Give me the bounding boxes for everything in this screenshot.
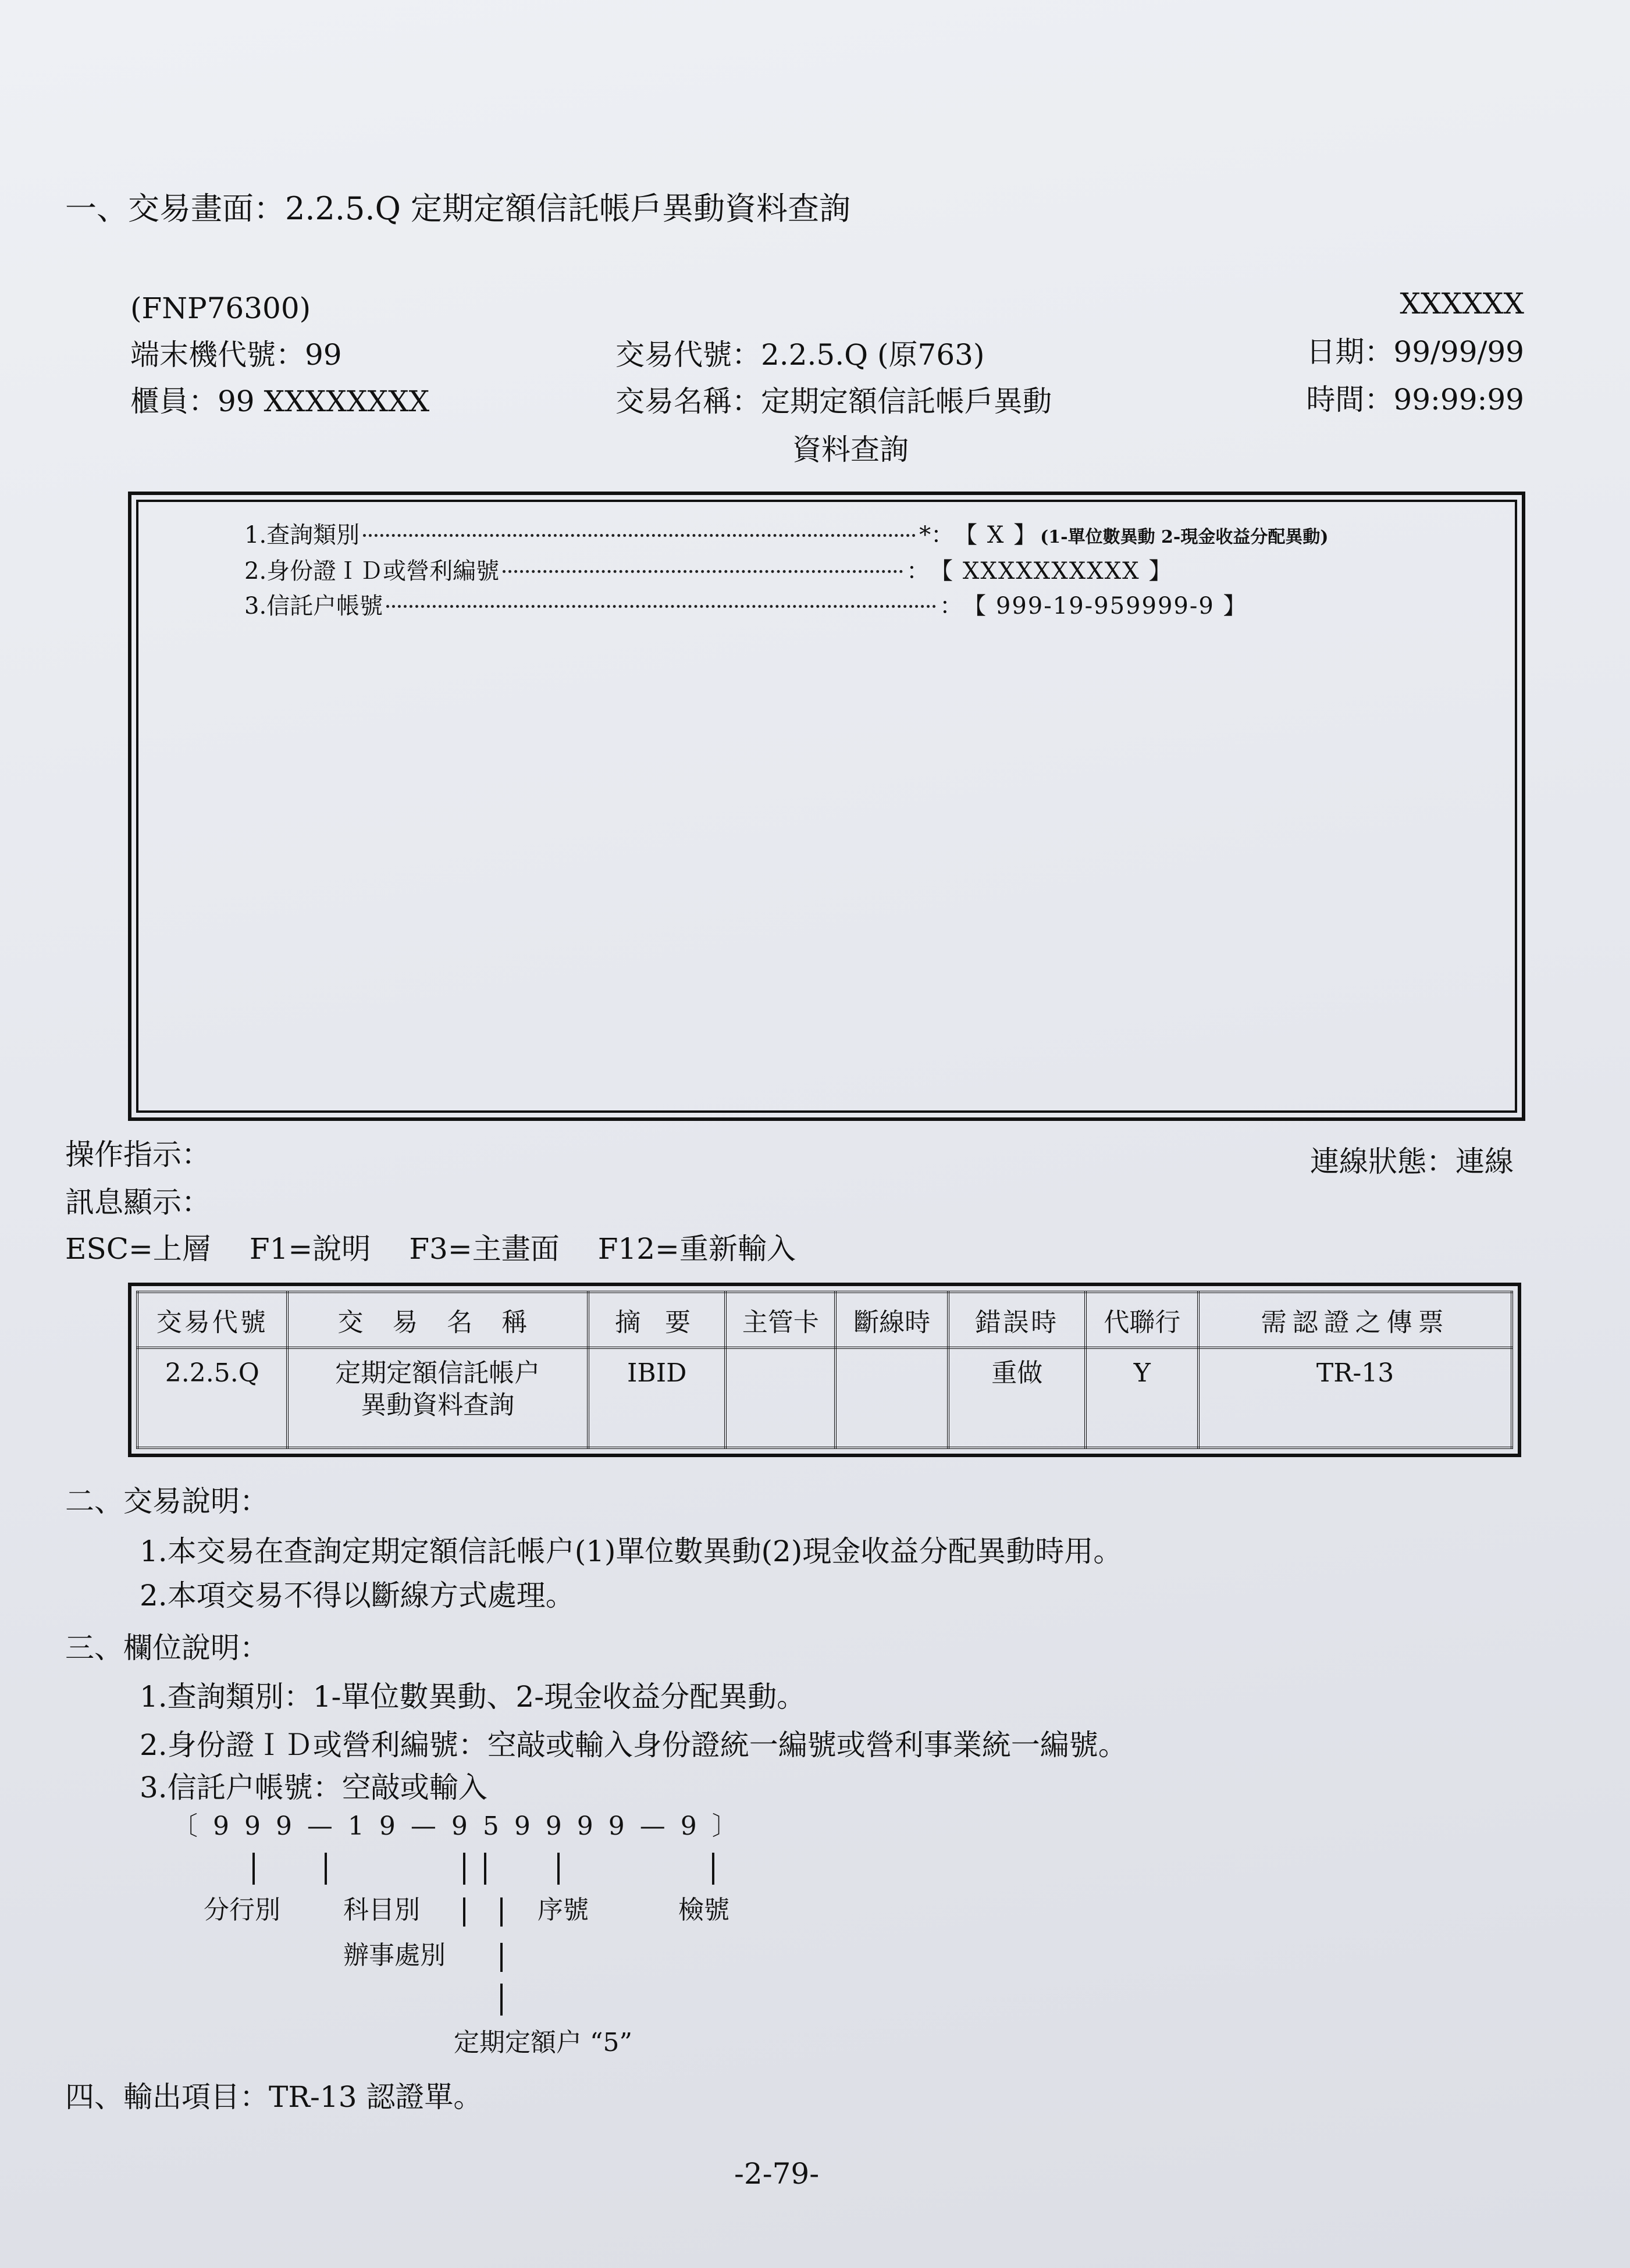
section-3-item-3: 3.信託户帳號：空敲或輸入 xyxy=(140,1771,487,1804)
dot-leader xyxy=(386,605,936,608)
section-3-item-2: 2.身份證ＩＤ或營利編號：空敲或輸入身份證統一編號或營利事業統一編號。 xyxy=(140,1728,1127,1762)
header-on-error: 錯誤時 xyxy=(948,1292,1086,1348)
serial-label: 序號 xyxy=(538,1895,589,1925)
cell-agent-bank: Y xyxy=(1086,1348,1198,1448)
cell-tx-code: 2.2.5.Q xyxy=(137,1348,287,1448)
header-offline: 斷線時 xyxy=(835,1292,948,1348)
subject-label: 科目別 xyxy=(343,1895,420,1925)
f3-key[interactable]: F3=主畫面 xyxy=(409,1232,560,1266)
field-label: 3.信託户帳號 xyxy=(244,593,383,619)
cell-summary: IBID xyxy=(588,1348,725,1448)
plan-connector-4 xyxy=(500,1984,503,2016)
field-label: 2.身份證ＩＤ或營利編號 xyxy=(244,558,500,585)
section-2-item-2: 2.本項交易不得以斷線方式處理。 xyxy=(140,1579,575,1612)
branch-label: 分行別 xyxy=(204,1895,280,1925)
serial-connector xyxy=(557,1853,560,1885)
screen-input-panel xyxy=(128,492,1525,1121)
header-supervisor-card: 主管卡 xyxy=(725,1292,835,1348)
cell-tx-name xyxy=(287,1348,588,1448)
field-query-type[interactable] xyxy=(244,524,1329,547)
section-3-heading: 三、欄位說明： xyxy=(65,1631,269,1665)
dot-leader xyxy=(363,534,916,537)
section-2-heading: 二、交易說明： xyxy=(65,1484,269,1518)
field-trust-account[interactable] xyxy=(244,594,1248,618)
plan-connector xyxy=(484,1853,486,1885)
esc-key[interactable]: ESC=上層 xyxy=(65,1232,211,1266)
f1-key[interactable]: F1=說明 xyxy=(249,1232,371,1266)
date-field: 日期：99/99/99 xyxy=(1306,335,1524,369)
office-connector xyxy=(463,1853,465,1885)
office-label: 辦事處別 xyxy=(343,1941,446,1970)
transaction-code: 交易代號：2.2.5.Q (原763) xyxy=(615,338,985,372)
table-row xyxy=(137,1348,1512,1448)
query-type-hint: (1-單位數異動 2-現金收益分配異動) xyxy=(1040,527,1329,547)
required-marker: *： xyxy=(919,522,955,549)
fixed-plan-label: 定期定額户 “5” xyxy=(454,2028,632,2057)
header-summary: 摘 要 xyxy=(588,1292,725,1348)
header-voucher: 需認證之傳票 xyxy=(1198,1292,1512,1348)
query-type-input[interactable]: 【 X 】 xyxy=(954,522,1038,549)
section-3-item-1: 1.查詢類別：1-單位數異動、2-現金收益分配異動。 xyxy=(140,1680,806,1714)
transaction-name: 交易名稱：定期定額信託帳戶異動 xyxy=(615,384,1052,418)
message-display-label: 訊息顯示： xyxy=(65,1185,211,1219)
teller-id: 櫃員：99 XXXXXXXX xyxy=(130,384,430,418)
page-number: -2-79- xyxy=(734,2157,820,2191)
cell-offline xyxy=(835,1348,948,1448)
account-format: 〔 9 9 9 — 1 9 — 9 5 9 9 9 9 — 9 〕 xyxy=(172,1811,741,1841)
table-header-row xyxy=(137,1292,1512,1348)
field-colon: ： xyxy=(906,558,930,585)
office-connector-2 xyxy=(463,1897,465,1927)
tx-name-line1: 定期定額信託帳户 xyxy=(335,1358,540,1388)
section-2-item-1: 1.本交易在查詢定期定額信託帳户(1)單位數異動(2)現金收益分配異動時用。 xyxy=(140,1534,1123,1568)
cell-on-error: 重做 xyxy=(948,1348,1086,1448)
function-key-bar xyxy=(65,1232,796,1266)
dot-leader xyxy=(503,570,903,573)
plan-connector-2 xyxy=(500,1897,503,1927)
header-tx-code: 交易代號 xyxy=(137,1292,287,1348)
cell-voucher: TR-13 xyxy=(1198,1348,1512,1448)
program-id: (FNP76300) xyxy=(130,291,311,325)
plan-connector-3 xyxy=(500,1943,503,1972)
header-tx-name: 交 易 名 稱 xyxy=(287,1292,588,1348)
subject-connector xyxy=(325,1853,327,1885)
section-4-heading: 四、輸出項目：TR-13 認證單。 xyxy=(65,2080,483,2114)
field-colon: ： xyxy=(939,593,963,619)
check-connector xyxy=(712,1853,714,1885)
f12-key[interactable]: F12=重新輸入 xyxy=(597,1232,796,1266)
connection-status: 連線狀態：連線 xyxy=(1310,1145,1514,1178)
transaction-name-cont: 資料查詢 xyxy=(792,433,909,467)
field-id-number[interactable] xyxy=(244,560,1173,583)
trust-account-input[interactable]: 【 999-19-959999-9 】 xyxy=(963,593,1248,619)
top-right-code: XXXXXX xyxy=(1400,287,1524,321)
section-1-heading: 一、交易畫面：2.2.5.Q 定期定額信託帳戶異動資料查詢 xyxy=(65,190,850,227)
id-number-input[interactable]: 【 XXXXXXXXXX 】 xyxy=(930,558,1173,585)
header-agent-bank: 代聯行 xyxy=(1086,1292,1198,1348)
field-label: 1.查詢類別 xyxy=(244,522,360,549)
cell-supervisor-card xyxy=(725,1348,835,1448)
tx-name-line2: 異動資料查詢 xyxy=(361,1390,515,1420)
check-label: 檢號 xyxy=(678,1895,729,1925)
branch-connector xyxy=(252,1853,255,1885)
transaction-table xyxy=(128,1283,1521,1457)
operation-hint-label: 操作指示： xyxy=(65,1138,211,1172)
terminal-id: 端末機代號：99 xyxy=(130,338,342,372)
time-field: 時間：99:99:99 xyxy=(1306,383,1524,416)
